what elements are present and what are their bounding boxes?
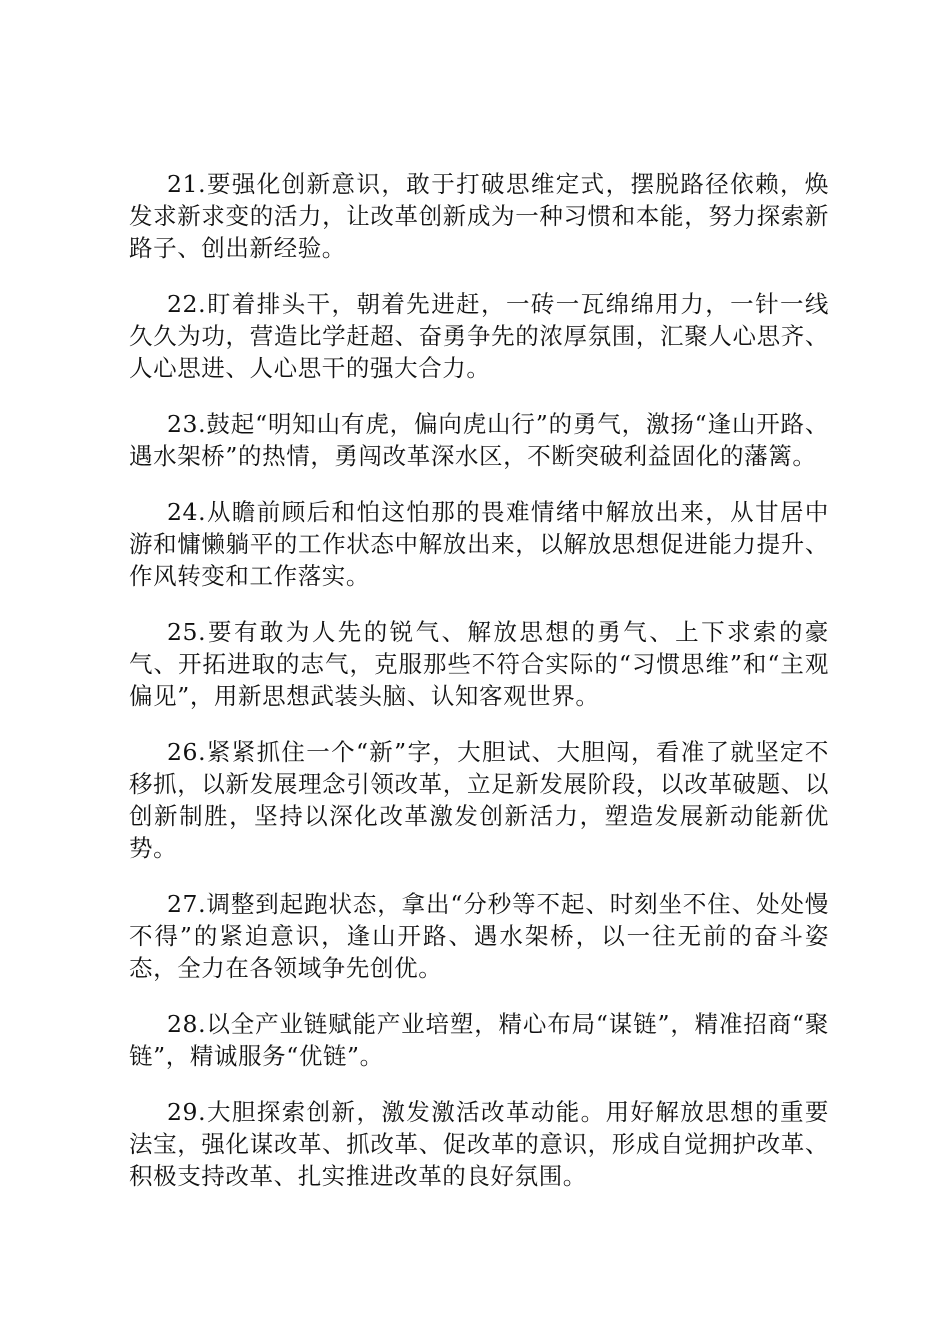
paragraph-26: 26.紧紧抓住一个“新”字，大胆试、大胆闯，看准了就坚定不移抓，以新发展理念引领改革，立足新发展阶段，以改革破题、以创新制胜，坚持以深化改革激发创新活力，塑造发展新动能新优势。 [129,738,829,862]
paragraph-24: 24.从瞻前顾后和怕这怕那的畏难情绪中解放出来，从甘居中游和慵懒躺平的工作状态中解放出来，以解放思想促进能力提升、作风转变和工作落实。 [129,498,829,590]
paragraph-28: 28.以全产业链赋能产业培塑，精心布局“谋链”，精准招商“聚链”，精诚服务“优链”。 [129,1010,829,1070]
paragraph-22: 22.盯着排头干，朝着先进赶，一砖一瓦绵绵用力，一针一线久久为功，营造比学赶超、奋勇争先的浓厚氛围，汇聚人心思齐、人心思进、人心思干的强大合力。 [129,290,829,382]
paragraph-29: 29.大胆探索创新，激发激活改革动能。用好解放思想的重要法宝，强化谋改革、抓改革、促改革的意识，形成自觉拥护改革、积极支持改革、扎实推进改革的良好氛围。 [129,1098,829,1190]
paragraph-23: 23.鼓起“明知山有虎，偏向虎山行”的勇气，激扬“逢山开路、遇水架桥”的热情，勇闯改革深水区，不断突破利益固化的藩篱。 [129,410,829,470]
paragraph-25: 25.要有敢为人先的锐气、解放思想的勇气、上下求索的豪气、开拓进取的志气，克服那些不符合实际的“习惯思维”和“主观偏见”，用新思想武装头脑、认知客观世界。 [129,618,829,710]
paragraph-27: 27.调整到起跑状态，拿出“分秒等不起、时刻坐不住、处处慢不得”的紧迫意识，逢山开路、遇水架桥，以一往无前的奋斗姿态，全力在各领域争先创优。 [129,890,829,982]
paragraph-21: 21.要强化创新意识，敢于打破思维定式，摆脱路径依赖，焕发求新求变的活力，让改革创新成为一种习惯和本能，努力探索新路子、创出新经验。 [129,170,829,262]
document-body [129,168,829,1216]
